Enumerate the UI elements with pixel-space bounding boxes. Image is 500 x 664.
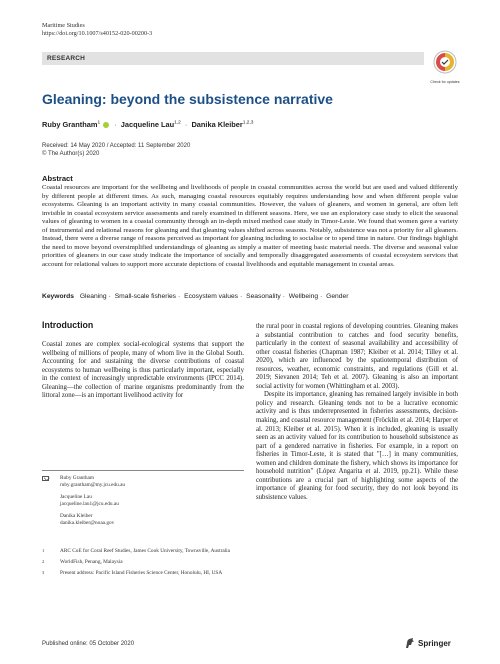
keyword-separator: · <box>178 293 181 300</box>
affiliation-entry <box>42 570 244 577</box>
intro-paragraph: Despite its importance, gleaning has remained largely invisible in both policy and research. Gleaning tends not to be a lucrative economic activity and is thus underrepresented in fisheries assessments, decision-making, and coastal resource management (Fröcklin et al. 2014; Harper et al. 2013; Kleiber et al. 2015). When it is included, gleaning is usually seen as an activity valued for its contribution to household subsistence as part of a gendered narrative in fisheries. For example, in a report on fisheries in Timor-Leste, it is stated that "[…] in many communities, women and children dominate the fishery, which shows its importance for household nutrition" (López Angarita et al. 2019, pp.21). While these contributions are a crucial part of highlighting some aspects of the importance of gleaning for food security, they do not look beyond its subsistence values. <box>256 391 458 501</box>
intro-right-column <box>256 323 458 502</box>
keyword: Small-scale fisheries <box>114 293 177 300</box>
article-title: Gleaning: beyond the subsistence narrative <box>42 91 333 107</box>
journal-name: Maritime Studies <box>42 22 85 29</box>
doi-link[interactable]: https://doi.org/10.1007/s40152-020-00200-3 <box>42 30 153 37</box>
contact-entry <box>42 513 244 527</box>
keyword: Seasonality <box>246 293 281 300</box>
contact-email[interactable]: danika.kleiber@noaa.gov <box>60 520 115 526</box>
publisher-logo <box>404 636 451 650</box>
copyright-notice: © The Author(s) 2020 <box>42 151 100 157</box>
crossmark-icon[interactable] <box>432 50 458 80</box>
abstract-body: Coastal resources are important for the wellbeing and livelihoods of people in coastal communities across the world but are used and valued differently by different people at different times. As such, managing coastal resources equitably requires understanding how and when different people value ecosystems. Gleaning is an important activity in many coastal communities. However, the values of gleaners, and women in general, are often left invisible in coastal ecosystem service assessments and rarely examined in different seasons. Here, we use an exploratory case study to elicit the seasonal values of gleaning to women in a coastal community through an in-depth mixed method case study in Timor-Leste. We found that women gave a variety of instrumental and relational reasons for gleaning and that gleaning values shifted across seasons. Notably, subsistence was not a priority for all gleaners. Instead, there were a diverse range of reasons perceived as important for gleaning including to socialise or to spend time in nature. Our findings highlight the need to move beyond oversimplified understandings of gleaning as simply a matter of meeting basic material needs. The diverse and seasonal value priorities of gleaners in our case study indicate the importance of socially and temporally disaggregated assessments of coastal ecosystem services that account for relational values to support more accurate depictions of coastal livelihoods and equitable management in coastal areas. <box>42 184 458 268</box>
introduction-heading: Introduction <box>42 320 94 330</box>
correspondence-block <box>42 475 244 532</box>
intro-paragraph: the rural poor in coastal regions of developing countries. Gleaning makes a substantial contribution to catches and food security benefits, particularly in the context of seasonal availability and accessibility of other coastal fisheries (Chapman 1987; Kleiber et al. 2014; Tilley et al. 2020), which are influenced by the spatiotemporal distribution of resources, weather, economic constraints, and regulations (Gill et al. 2019; Sievanen 2014; Teh et al. 2007). Gleaning is also an important social activity for women (Whittingham et al. 2003). <box>256 323 458 390</box>
section-band <box>42 52 424 65</box>
affiliation-text: WorldFish, Penang, Malaysia <box>60 559 123 565</box>
author-name[interactable]: Ruby Grantham <box>42 120 98 129</box>
keyword-separator: · <box>108 293 111 300</box>
affiliations-block <box>42 548 244 581</box>
publisher-name: Springer <box>418 638 451 648</box>
keyword: Gleaning <box>79 293 107 300</box>
affiliation-entry <box>42 559 244 566</box>
author-affiliation-sup: 1 <box>97 120 101 126</box>
keyword: Gender <box>326 293 349 300</box>
contact-email[interactable]: ruby.grantham@my.jcu.edu.au <box>60 482 126 488</box>
affiliation-number: 2 <box>42 559 45 564</box>
crossmark-label: Check for updates <box>430 80 460 84</box>
contact-entry <box>42 494 244 508</box>
orcid-icon[interactable] <box>103 122 109 128</box>
published-date: Published online: 05 October 2020 <box>42 641 135 647</box>
affiliation-text: Present address: Pacific Island Fisheries Science Center, Honolulu, HI, USA <box>60 570 223 576</box>
intro-paragraph-left: Coastal zones are complex social-ecological systems that support the wellbeing of millions of people, many of whom live in the Global South. Accounting for and sustaining the diverse contributions of coastal ecosystems to human wellbeing is thus particularly important, especially in the context of increasingly unpredictable environments (IPCC 2014). Gleaning—the collection of marine organisms predominantly from the littoral zone—is an important livelihood activity for <box>42 341 244 400</box>
abstract-heading: Abstract <box>42 174 73 183</box>
author-name[interactable]: Jacqueline Lau <box>120 120 175 129</box>
keyword-separator: · <box>240 293 243 300</box>
affiliation-number: 1 <box>42 548 45 553</box>
author-separator: · <box>184 120 188 129</box>
contact-name: Danika Kleiber <box>60 513 93 519</box>
keywords-label: Keywords <box>42 293 74 300</box>
keywords-line <box>42 293 458 300</box>
affiliation-number: 3 <box>42 570 45 575</box>
keyword: Ecosystem values <box>184 293 239 300</box>
affiliation-text: ARC CoE for Coral Reef Studies, James Cook University, Townsville, Australia <box>60 548 230 554</box>
contact-name: Jacqueline Lau <box>60 494 92 500</box>
envelope-icon <box>42 476 49 481</box>
contact-name: Ruby Grantham <box>60 475 94 481</box>
author-affiliation-sup: 1,2,3 <box>242 120 254 126</box>
springer-horse-icon <box>404 637 416 649</box>
author-affiliation-sup: 1,2 <box>174 120 181 126</box>
keyword: Wellbeing <box>288 293 319 300</box>
contact-email[interactable]: jacqueline.lau1@jcu.edu.au <box>60 501 119 507</box>
author-separator: · <box>114 120 117 129</box>
footnote-divider <box>42 470 244 471</box>
contact-entry <box>42 475 244 489</box>
affiliation-entry <box>42 548 244 555</box>
article-dates: Received: 14 May 2020 / Accepted: 11 September 2020 <box>42 143 191 149</box>
section-label: RESEARCH <box>47 55 86 62</box>
keyword-separator: · <box>320 293 323 300</box>
author-list <box>42 120 253 129</box>
keyword-separator: · <box>282 293 285 300</box>
author-name[interactable]: Danika Kleiber <box>191 120 243 129</box>
